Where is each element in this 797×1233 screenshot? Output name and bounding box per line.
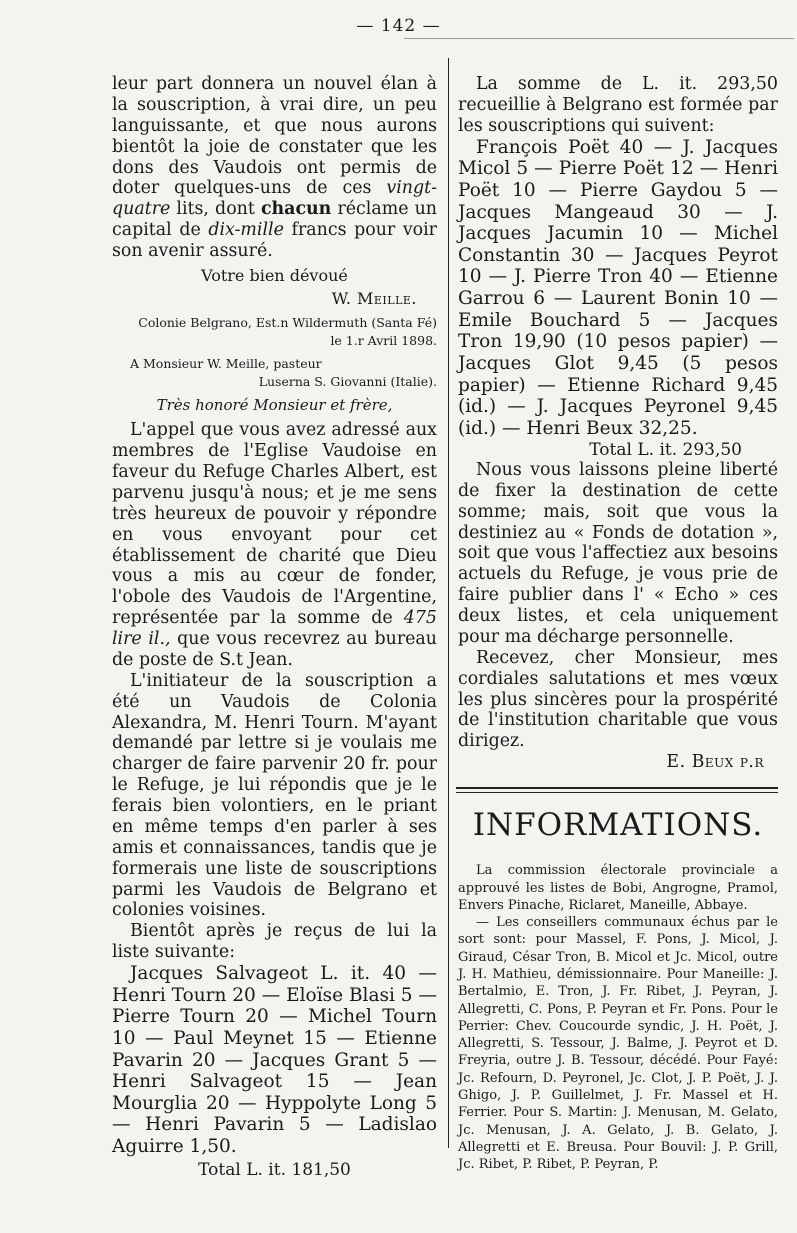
header-rule — [404, 38, 794, 39]
letter-location: Colonie Belgrano, Est.n Wildermuth (Santa Fé) le 1.r Avril 1898. — [138, 315, 437, 348]
page-number: — 142 — — [356, 16, 441, 36]
left-column — [112, 74, 437, 1180]
letter-paragraph-2: L'appel que vous avez adressé aux membres de l'Eglise Vaudoise en faveur du Refuge Charles Albert, est parvenu jusqu'à nous; et je me sens très heureux de pouvoir y répondre en vous envoyant pour cet établissement de charité que Dieu vous a mis au cœur de fonder, l'obole des Vaudois de l'Argentine, représentée par la somme de 475 lire il., que vous recevrez au bureau de poste de S.t Jean. — [112, 420, 437, 670]
donor-list-1-total: Total L. it. 181,50 — [198, 1159, 351, 1180]
letter-signature-2: E. Beux p.r — [666, 752, 764, 773]
donor-list-1: Jacques Salvageot L. it. 40 — Henri Tourn 20 — Eloïse Blasi 5 — Pierre Tourn 20 — Michel Tourn 10 — Paul Meynet 15 — Etienne Pavarin 20 — Jacques Grant 5 — Henri Salvageot 15 — Jean Mourglia 20 — Hyppolyte Long 5 — Henri Pavarin 5 — Ladislao Aguirre 1,50. — [112, 963, 437, 1158]
letter-paragraph-6: Nous vous laissons pleine liberté de fixer la destination de cette somme; mais, soit que vous la destiniez au « Fonds de dotation », soit que vous l'affectiez aux besoins actuels du Refuge, je vous prie de faire publier dans l' « Echo » ces deux listes, et cela uniquement pour ma décharge personnelle. — [458, 459, 778, 647]
letter-paragraph-5: La somme de L. it. 293,50 recueillie à Belgrano est formée par les souscriptions qui suivent: — [458, 74, 778, 136]
right-column — [458, 74, 778, 1173]
letter-paragraph-4: Bientôt après je reçus de lui la liste suivante: — [112, 921, 437, 963]
letter-paragraph-1: leur part donnera un nouvel élan à la souscription, à vrai dire, un peu languissante, et que nous aurons bientôt la joie de constater que les dons des Vaudois ont permis de doter quelques-uns de ces vingt-quatre lits, dont chacun réclame un capital de dix-mille francs pour voir son avenir assuré. — [112, 74, 437, 261]
letter-paragraph-7: Recevez, cher Monsieur, mes cordiales salutations et mes vœux les plus sincères pour la prospérité de l'institution charitable que vous dirigez. — [458, 647, 778, 752]
letter-salutation: Très honoré Monsieur et frère, — [156, 396, 393, 415]
letter-signature: W. Meille. — [331, 289, 417, 309]
column-divider — [448, 58, 449, 1148]
section-title: INFORMATIONS. — [472, 807, 764, 844]
donor-list-2-total: Total L. it. 293,50 — [589, 439, 742, 460]
donor-list-2: François Poët 40 — J. Jacques Micol 5 — Pierre Poët 12 — Henri Poët 10 — Pierre Gaydou 5 — Jacques Mangeaud 30 — J. Jacques Jacumin 10 — Michel Constantin 30 — Jacques Peyrot 10 — J. Pierre Tron 40 — Etienne Garrou 6 — Laurent Bonin 10 — Emile Bouchard 5 — Jacques Tron 19,90 (10 pesos papier) — Jacques Glot 9,45 (5 pesos papier) — Etienne Richard 9,45 (id.) — J. Jacques Peyronel 9,45 (id.) — Henri Beux 32,25. — [458, 136, 778, 439]
news-item-2: — Les conseillers communaux échus par le sort sont: pour Massel, F. Pons, J. Micol, J. Giraud, César Tron, B. Micol et Jc. Micol, outre J. H. Mathieu, démissionnaire. Pour Maneille: J. Bertalmio, E. Tron, J. Fr. Ribet, J. Peyran, J. Allegretti, C. Pons, P. Peyran et Fr. Pons. Pour le Perrier: Chev. Coucourde syndic, J. H. Poët, J. Allegretti, S. Tessour, J. Balme, J. Peyrot et D. Freyria, outre J. B. Tessour, décédé. Pour Fayé: Jc. Refourn, D. Peyronel, Jc. Clot, J. P. Poët, J. J. Ghigo, J. P. Guillelmet, J. Fr. Massel et H. Ferrier. Pour S. Martin: J. Menusan, M. Gelato, Jc. Menusan, J. A. Gelato, J. B. Gelato, J. Allegretti et E. Breusa. Pour Bouvil: J. P. Grill, Jc. Ribet, P. Ribet, P. Peyran, P. — [458, 915, 778, 1173]
news-item-1: La commission électorale provinciale a approuvé les listes de Bobi, Angrogne, Pramol, Envers Pinache, Riclaret, Maneille, Abbaye. — [458, 863, 778, 913]
letter-paragraph-3: L'initiateur de la souscription a été un Vaudois de Colonia Alexandra, M. Henri Tourn. M'ayant demandé par lettre si je voulais me charger de faire parvenir 20 fr. pour le Refuge, je lui répondis que je le ferais bien volontiers, en le priant en même temps d'en parler à ses amis et connaissances, tandis que je formerais une liste de souscriptions parmi les Vaudois de Belgrano et colonies voisines. — [112, 670, 437, 921]
section-rule — [456, 787, 778, 793]
letter-addressee: A Monsieur W. Meille, pasteur Luserna S. Giovanni (Italie). — [130, 356, 437, 389]
letter-closing: Votre bien dévoué — [201, 265, 348, 285]
